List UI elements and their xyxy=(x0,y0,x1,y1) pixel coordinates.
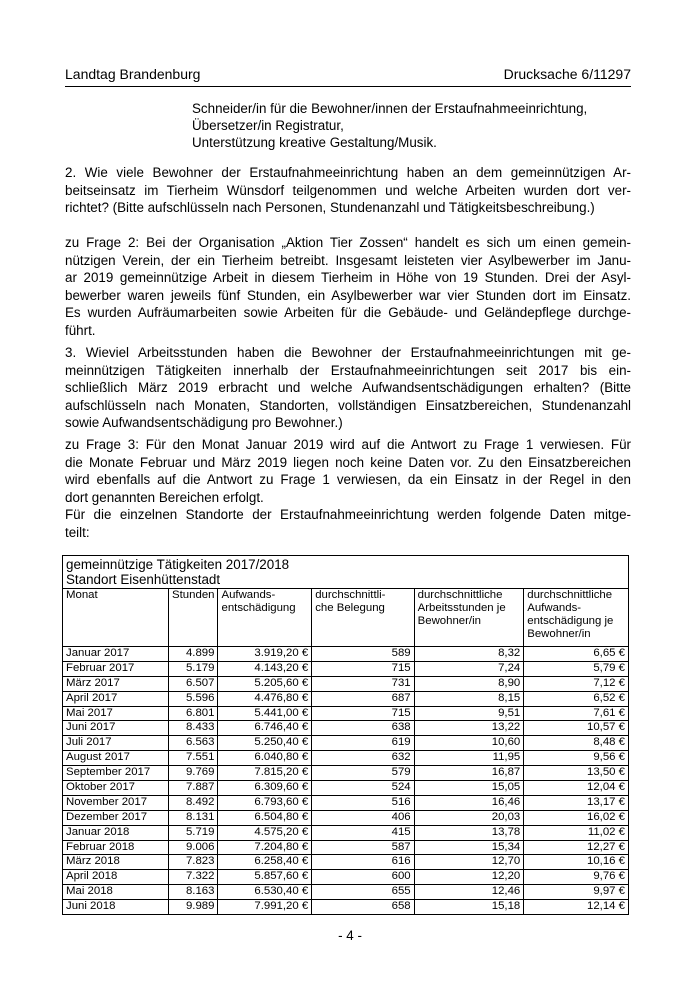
table-row xyxy=(63,840,629,855)
text-line: zu Frage 3: Für den Monat Januar 2019 wird auf die Antwort zu Frage 1 verwiesen. Für xyxy=(65,437,631,452)
table-cell-value: 8,90 xyxy=(414,676,524,691)
text-line: meinnützigen Tätigkeiten innerhalb der Erstaufnahmeeinrichtungen seit 2017 bis ein- xyxy=(65,362,631,378)
table-cell-value: 9,56 € xyxy=(524,751,629,766)
table-cell-value: 6,65 € xyxy=(524,647,629,662)
table-title xyxy=(63,556,629,589)
table-cell-value: 10,60 xyxy=(414,736,524,751)
column-header-line: entschädigung je xyxy=(527,615,614,627)
table-cell-value: 6.507 xyxy=(169,676,218,691)
text-line: 3. Wieviel Arbeitsstunden haben die Bewohner der Erstaufnahmeeinrichtungen mit ge- xyxy=(65,345,631,360)
table-cell-value: 5,79 € xyxy=(524,661,629,676)
text-line: bewerber waren jeweils fünf Stunden, ein Asylbewerber war vier Stunden dort im Einsatz. xyxy=(65,287,631,303)
table-cell-month: März 2017 xyxy=(63,676,169,691)
table-cell-value: 9.769 xyxy=(169,766,218,781)
column-header-line: Monat xyxy=(66,589,98,601)
header-rule xyxy=(65,86,631,87)
table-cell-value: 6,52 € xyxy=(524,691,629,706)
table-cell-value: 20,03 xyxy=(414,810,524,825)
table-cell-value: 12,70 xyxy=(414,855,524,870)
header-document-number: Drucksache 6/11297 xyxy=(503,66,631,82)
table-cell-value: 4.575,20 € xyxy=(218,825,312,840)
text-line: die Monate Februar und März 2019 liegen noch keine Daten vor. Zu den Einsatzbereichen xyxy=(65,454,631,470)
table-cell-value: 7.991,20 € xyxy=(218,900,312,915)
data-table xyxy=(62,555,629,915)
table-cell-value: 9.006 xyxy=(169,840,218,855)
table-cell-value: 8,48 € xyxy=(524,736,629,751)
table-row xyxy=(63,751,629,766)
table-cell-value: 9,97 € xyxy=(524,885,629,900)
table-row xyxy=(63,795,629,810)
table-cell-value: 524 xyxy=(312,781,414,796)
column-header-line: Stunden xyxy=(172,589,215,601)
table-cell-value: 7.815,20 € xyxy=(218,766,312,781)
table-row xyxy=(63,721,629,736)
table-cell-value: 7,24 xyxy=(414,661,524,676)
table-cell-value: 13,17 € xyxy=(524,795,629,810)
table-cell-value: 7,61 € xyxy=(524,706,629,721)
text-line: dort genannten Bereichen erfolgt. xyxy=(65,489,264,505)
table-cell-month: Oktober 2017 xyxy=(63,781,169,796)
table-cell-month: Januar 2017 xyxy=(63,647,169,662)
table-cell-month: März 2018 xyxy=(63,855,169,870)
answer-2 xyxy=(65,234,631,340)
table-cell-value: 6.530,40 € xyxy=(218,885,312,900)
column-header-line: Bewohner/in xyxy=(527,628,591,640)
table-cell-value: 655 xyxy=(312,885,414,900)
table-cell-value: 658 xyxy=(312,900,414,915)
table-cell-value: 7.204,80 € xyxy=(218,840,312,855)
column-header-line: entschädigung xyxy=(221,602,296,614)
table-cell-value: 12,04 € xyxy=(524,781,629,796)
table-cell-value: 6.746,40 € xyxy=(218,721,312,736)
column-header-line: durchschnittliche xyxy=(527,589,613,601)
table-cell-value: 6.258,40 € xyxy=(218,855,312,870)
table-cell-month: Juni 2017 xyxy=(63,721,169,736)
table-cell-value: 11,95 xyxy=(414,751,524,766)
text-line: Für die einzelnen Standorte der Erstaufnahmeeinrichtung werden folgende Daten mitge- xyxy=(65,507,631,523)
indented-list xyxy=(192,100,587,151)
table-cell-value: 415 xyxy=(312,825,414,840)
table-cell-value: 587 xyxy=(312,840,414,855)
table-cell-value: 406 xyxy=(312,810,414,825)
table-cell-value: 6.504,80 € xyxy=(218,810,312,825)
table-row xyxy=(63,855,629,870)
question-2 xyxy=(65,164,631,217)
table-cell-value: 5.719 xyxy=(169,825,218,840)
table-cell-value: 12,27 € xyxy=(524,840,629,855)
table-cell-value: 15,18 xyxy=(414,900,524,915)
column-header xyxy=(169,589,218,647)
text-line: 2. Wie viele Bewohner der Erstaufnahmeeinrichtung haben an dem gemeinnützigen Ar- xyxy=(65,165,631,180)
table-cell-month: Februar 2018 xyxy=(63,840,169,855)
indent-line: Schneider/in für die Bewohner/innen der Erstaufnahmeeinrichtung, xyxy=(192,101,588,116)
page-number: - 4 - xyxy=(338,928,362,943)
table-title-line: gemeinnützige Tätigkeiten 2017/2018 xyxy=(66,557,290,572)
indent-line: Unterstützung kreative Gestaltung/Musik. xyxy=(192,135,437,150)
table-row xyxy=(63,766,629,781)
table-cell-value: 5.205,60 € xyxy=(218,676,312,691)
table-cell-value: 7,12 € xyxy=(524,676,629,691)
table-cell-value: 600 xyxy=(312,870,414,885)
table-cell-value: 6.309,60 € xyxy=(218,781,312,796)
text-line: richtet? (Bitte aufschlüsseln nach Personen, Stundenanzahl und Tätigkeitsbeschreibung.) xyxy=(65,200,595,216)
text-line: nützigen Verein, der ein Tierheim betreibt. Insgesamt leisteten vier Asylbewerber im Janu- xyxy=(65,252,631,268)
table-cell-value: 12,20 xyxy=(414,870,524,885)
question-3 xyxy=(65,344,631,432)
table-cell-value: 5.250,40 € xyxy=(218,736,312,751)
table-row xyxy=(63,647,629,662)
text-line: ar 2019 gemeinnützige Arbeit in diesem Tierheim in Höhe von 19 Stunden. Drei der Asyl- xyxy=(65,270,631,286)
text-line: aufschlüsseln nach Monaten, Standorten, vollständigen Einsatzbereichen, Stundenanzahl xyxy=(65,397,631,413)
table-row xyxy=(63,706,629,721)
table-title-row xyxy=(63,556,629,589)
table-cell-value: 6.793,60 € xyxy=(218,795,312,810)
column-header xyxy=(312,589,414,647)
table-cell-value: 731 xyxy=(312,676,414,691)
column-header-line: Arbeitsstunden je xyxy=(417,602,506,614)
table-row xyxy=(63,870,629,885)
column-header xyxy=(414,589,524,647)
table-cell-value: 10,57 € xyxy=(524,721,629,736)
table-cell-value: 6.801 xyxy=(169,706,218,721)
column-header-line: durchschnittli- xyxy=(315,589,386,601)
column-header-line: che Belegung xyxy=(315,602,385,614)
table-cell-value: 589 xyxy=(312,647,414,662)
table-row xyxy=(63,736,629,751)
table-cell-value: 5.179 xyxy=(169,661,218,676)
table-cell-value: 638 xyxy=(312,721,414,736)
text-line: teilt: xyxy=(65,524,90,540)
table-cell-value: 4.143,20 € xyxy=(218,661,312,676)
table-cell-value: 16,02 € xyxy=(524,810,629,825)
column-header xyxy=(63,589,169,647)
table-cell-month: Mai 2018 xyxy=(63,885,169,900)
table-cell-value: 616 xyxy=(312,855,414,870)
table-cell-month: Mai 2017 xyxy=(63,706,169,721)
table-cell-month: April 2018 xyxy=(63,870,169,885)
table-cell-value: 13,50 € xyxy=(524,766,629,781)
column-header-line: Aufwands- xyxy=(221,589,276,601)
table-cell-value: 15,05 xyxy=(414,781,524,796)
table-subtitle-line: Standort Eisenhüttenstadt xyxy=(66,572,221,587)
text-line: wird ebenfalls auf die Antwort zu Frage 1 verwiesen, da ein Einsatz in der Regel in den xyxy=(65,472,631,488)
table-cell-value: 9,76 € xyxy=(524,870,629,885)
table-row xyxy=(63,900,629,915)
column-header xyxy=(218,589,312,647)
table-cell-value: 4.476,80 € xyxy=(218,691,312,706)
table-cell-value: 7.823 xyxy=(169,855,218,870)
table-cell-month: Juli 2017 xyxy=(63,736,169,751)
table-cell-value: 7.887 xyxy=(169,781,218,796)
table-cell-value: 8,15 xyxy=(414,691,524,706)
table-row xyxy=(63,676,629,691)
table-cell-value: 13,78 xyxy=(414,825,524,840)
table-cell-value: 16,87 xyxy=(414,766,524,781)
table-cell-value: 8.163 xyxy=(169,885,218,900)
table-cell-month: August 2017 xyxy=(63,751,169,766)
text-line: sowie Aufwandsentschädigung pro Bewohner.) xyxy=(65,415,343,431)
table-cell-value: 7.551 xyxy=(169,751,218,766)
table-cell-value: 3.919,20 € xyxy=(218,647,312,662)
table-cell-value: 5.441,00 € xyxy=(218,706,312,721)
table-row xyxy=(63,781,629,796)
table-cell-value: 16,46 xyxy=(414,795,524,810)
table-cell-value: 619 xyxy=(312,736,414,751)
table-row xyxy=(63,810,629,825)
table-cell-value: 4.899 xyxy=(169,647,218,662)
text-line: zu Frage 2: Bei der Organisation „Aktion Tier Zossen“ handelt es sich um einen gemein- xyxy=(65,235,631,250)
table-cell-value: 715 xyxy=(312,706,414,721)
table-cell-value: 687 xyxy=(312,691,414,706)
text-line: Es wurden Aufräumarbeiten sowie Arbeiten für die Gebäude- und Geländepflege durchge- xyxy=(65,305,631,321)
table-cell-month: Januar 2018 xyxy=(63,825,169,840)
table-cell-month: September 2017 xyxy=(63,766,169,781)
table-row xyxy=(63,825,629,840)
table-cell-value: 9,51 xyxy=(414,706,524,721)
table-cell-value: 5.857,60 € xyxy=(218,870,312,885)
column-header-line: Aufwands- xyxy=(527,602,582,614)
table-cell-value: 9.989 xyxy=(169,900,218,915)
table-cell-month: Dezember 2017 xyxy=(63,810,169,825)
table-cell-value: 13,22 xyxy=(414,721,524,736)
table-cell-value: 10,16 € xyxy=(524,855,629,870)
table-cell-value: 8,32 xyxy=(414,647,524,662)
table-cell-value: 5.596 xyxy=(169,691,218,706)
indent-line: Übersetzer/in Registratur, xyxy=(192,118,344,133)
table-header-row xyxy=(63,589,629,647)
page-header xyxy=(65,66,631,82)
table-row xyxy=(63,661,629,676)
table-cell-value: 632 xyxy=(312,751,414,766)
table-row xyxy=(63,691,629,706)
answer-3 xyxy=(65,436,631,542)
table-cell-value: 8.492 xyxy=(169,795,218,810)
table-cell-value: 15,34 xyxy=(414,840,524,855)
table-cell-value: 715 xyxy=(312,661,414,676)
table-cell-month: Juni 2018 xyxy=(63,900,169,915)
table-cell-value: 7.322 xyxy=(169,870,218,885)
table-cell-value: 8.433 xyxy=(169,721,218,736)
column-header-line: Bewohner/in xyxy=(417,615,481,627)
table-cell-value: 12,46 xyxy=(414,885,524,900)
table-cell-value: 6.563 xyxy=(169,736,218,751)
text-line: führt. xyxy=(65,322,96,338)
table-cell-month: November 2017 xyxy=(63,795,169,810)
table-cell-month: April 2017 xyxy=(63,691,169,706)
table-cell-value: 516 xyxy=(312,795,414,810)
table-row xyxy=(63,885,629,900)
text-line: beitseinsatz im Tierheim Wünsdorf teilgenommen und welche Arbeiten wurden dort ver- xyxy=(65,182,631,198)
table-cell-value: 579 xyxy=(312,766,414,781)
column-header xyxy=(524,589,629,647)
table-cell-month: Februar 2017 xyxy=(63,661,169,676)
column-header-line: durchschnittliche xyxy=(417,589,503,601)
table-cell-value: 6.040,80 € xyxy=(218,751,312,766)
table-cell-value: 11,02 € xyxy=(524,825,629,840)
table-cell-value: 12,14 € xyxy=(524,900,629,915)
table-cell-value: 8.131 xyxy=(169,810,218,825)
text-line: schließlich März 2019 erbracht und welche Aufwandsentschädigungen erhalten? (Bitte xyxy=(65,380,631,396)
header-parliament: Landtag Brandenburg xyxy=(65,66,201,82)
